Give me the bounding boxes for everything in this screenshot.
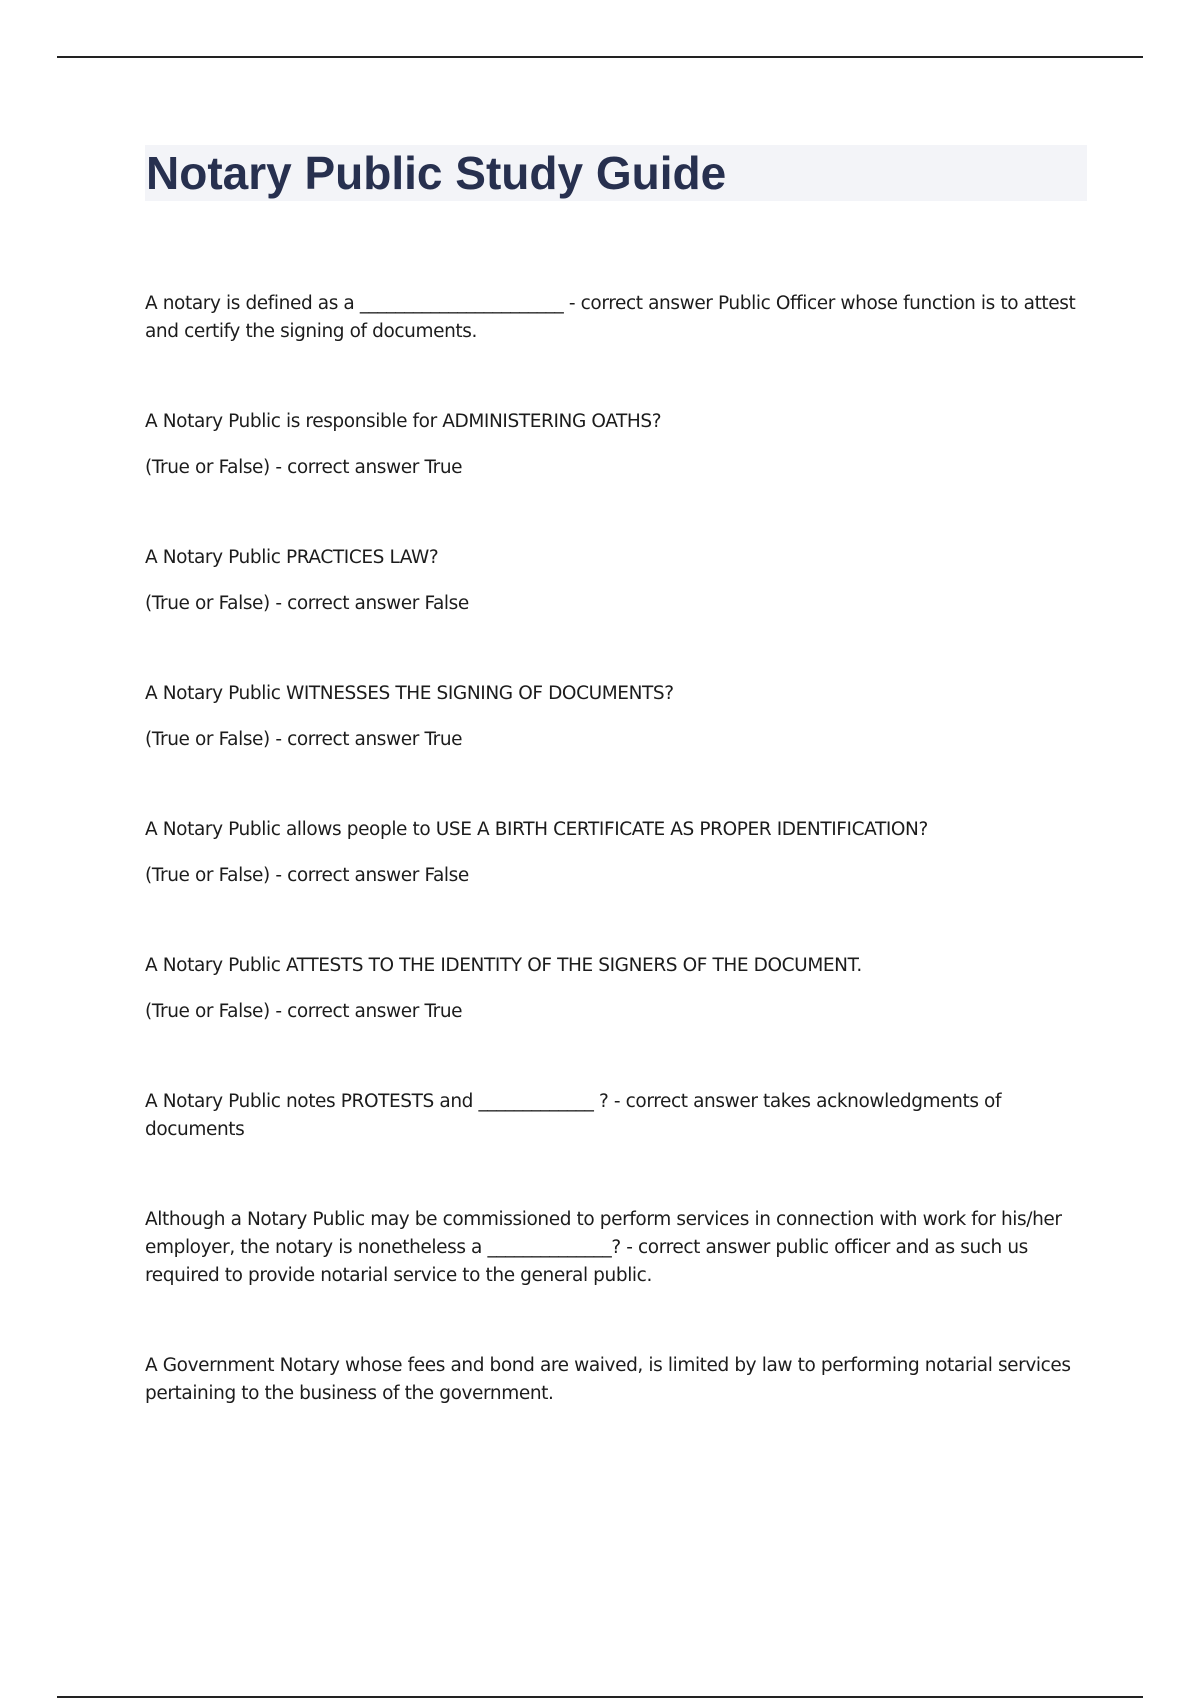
- question-item: [145, 1352, 1085, 1408]
- answer-text: (True or False) - correct answer True: [145, 729, 463, 750]
- question-item: [145, 1206, 1085, 1290]
- answer-text: (True or False) - correct answer True: [145, 1001, 463, 1022]
- answer-text: (True or False) - correct answer True: [145, 457, 463, 478]
- document-title: Notary Public Study Guide: [146, 147, 727, 199]
- question-text: A Government Notary whose fees and bond are waived, is limited by law to performing notarial services pertaining to the business of the government.: [145, 1355, 1071, 1404]
- question-text: A Notary Public WITNESSES THE SIGNING OF DOCUMENTS?: [145, 683, 674, 704]
- question-item: [145, 408, 1085, 482]
- header-rule: [57, 56, 1143, 58]
- question-text: A notary is defined as a _______________________ - correct answer Public Officer whose function is to attest and certify the signing of documents.: [145, 293, 1076, 342]
- question-item: [145, 680, 1085, 754]
- question-item: [145, 1088, 1085, 1144]
- question-item: [145, 952, 1085, 1026]
- question-text: A Notary Public ATTESTS TO THE IDENTITY OF THE SIGNERS OF THE DOCUMENT.: [145, 955, 862, 976]
- answer-text: (True or False) - correct answer False: [145, 593, 469, 614]
- question-item: [145, 290, 1085, 346]
- question-text: A Notary Public PRACTICES LAW?: [145, 547, 439, 568]
- question-text: Although a Notary Public may be commissioned to perform services in connection with work for his/her employer, the notary is nonetheless a ______________? - correct answer public officer and as such us required to provide notarial service to the general public.: [145, 1209, 1062, 1286]
- question-text: A Notary Public is responsible for ADMINISTERING OATHS?: [145, 411, 662, 432]
- footer-rule: [57, 1696, 1143, 1698]
- question-text: A Notary Public notes PROTESTS and _____________ ? - correct answer takes acknowledgments of documents: [145, 1091, 1002, 1140]
- document-body: [145, 290, 1085, 1408]
- question-item: [145, 816, 1085, 890]
- question-text: A Notary Public allows people to USE A BIRTH CERTIFICATE AS PROPER IDENTIFICATION?: [145, 819, 928, 840]
- question-item: [145, 544, 1085, 618]
- answer-text: (True or False) - correct answer False: [145, 865, 469, 886]
